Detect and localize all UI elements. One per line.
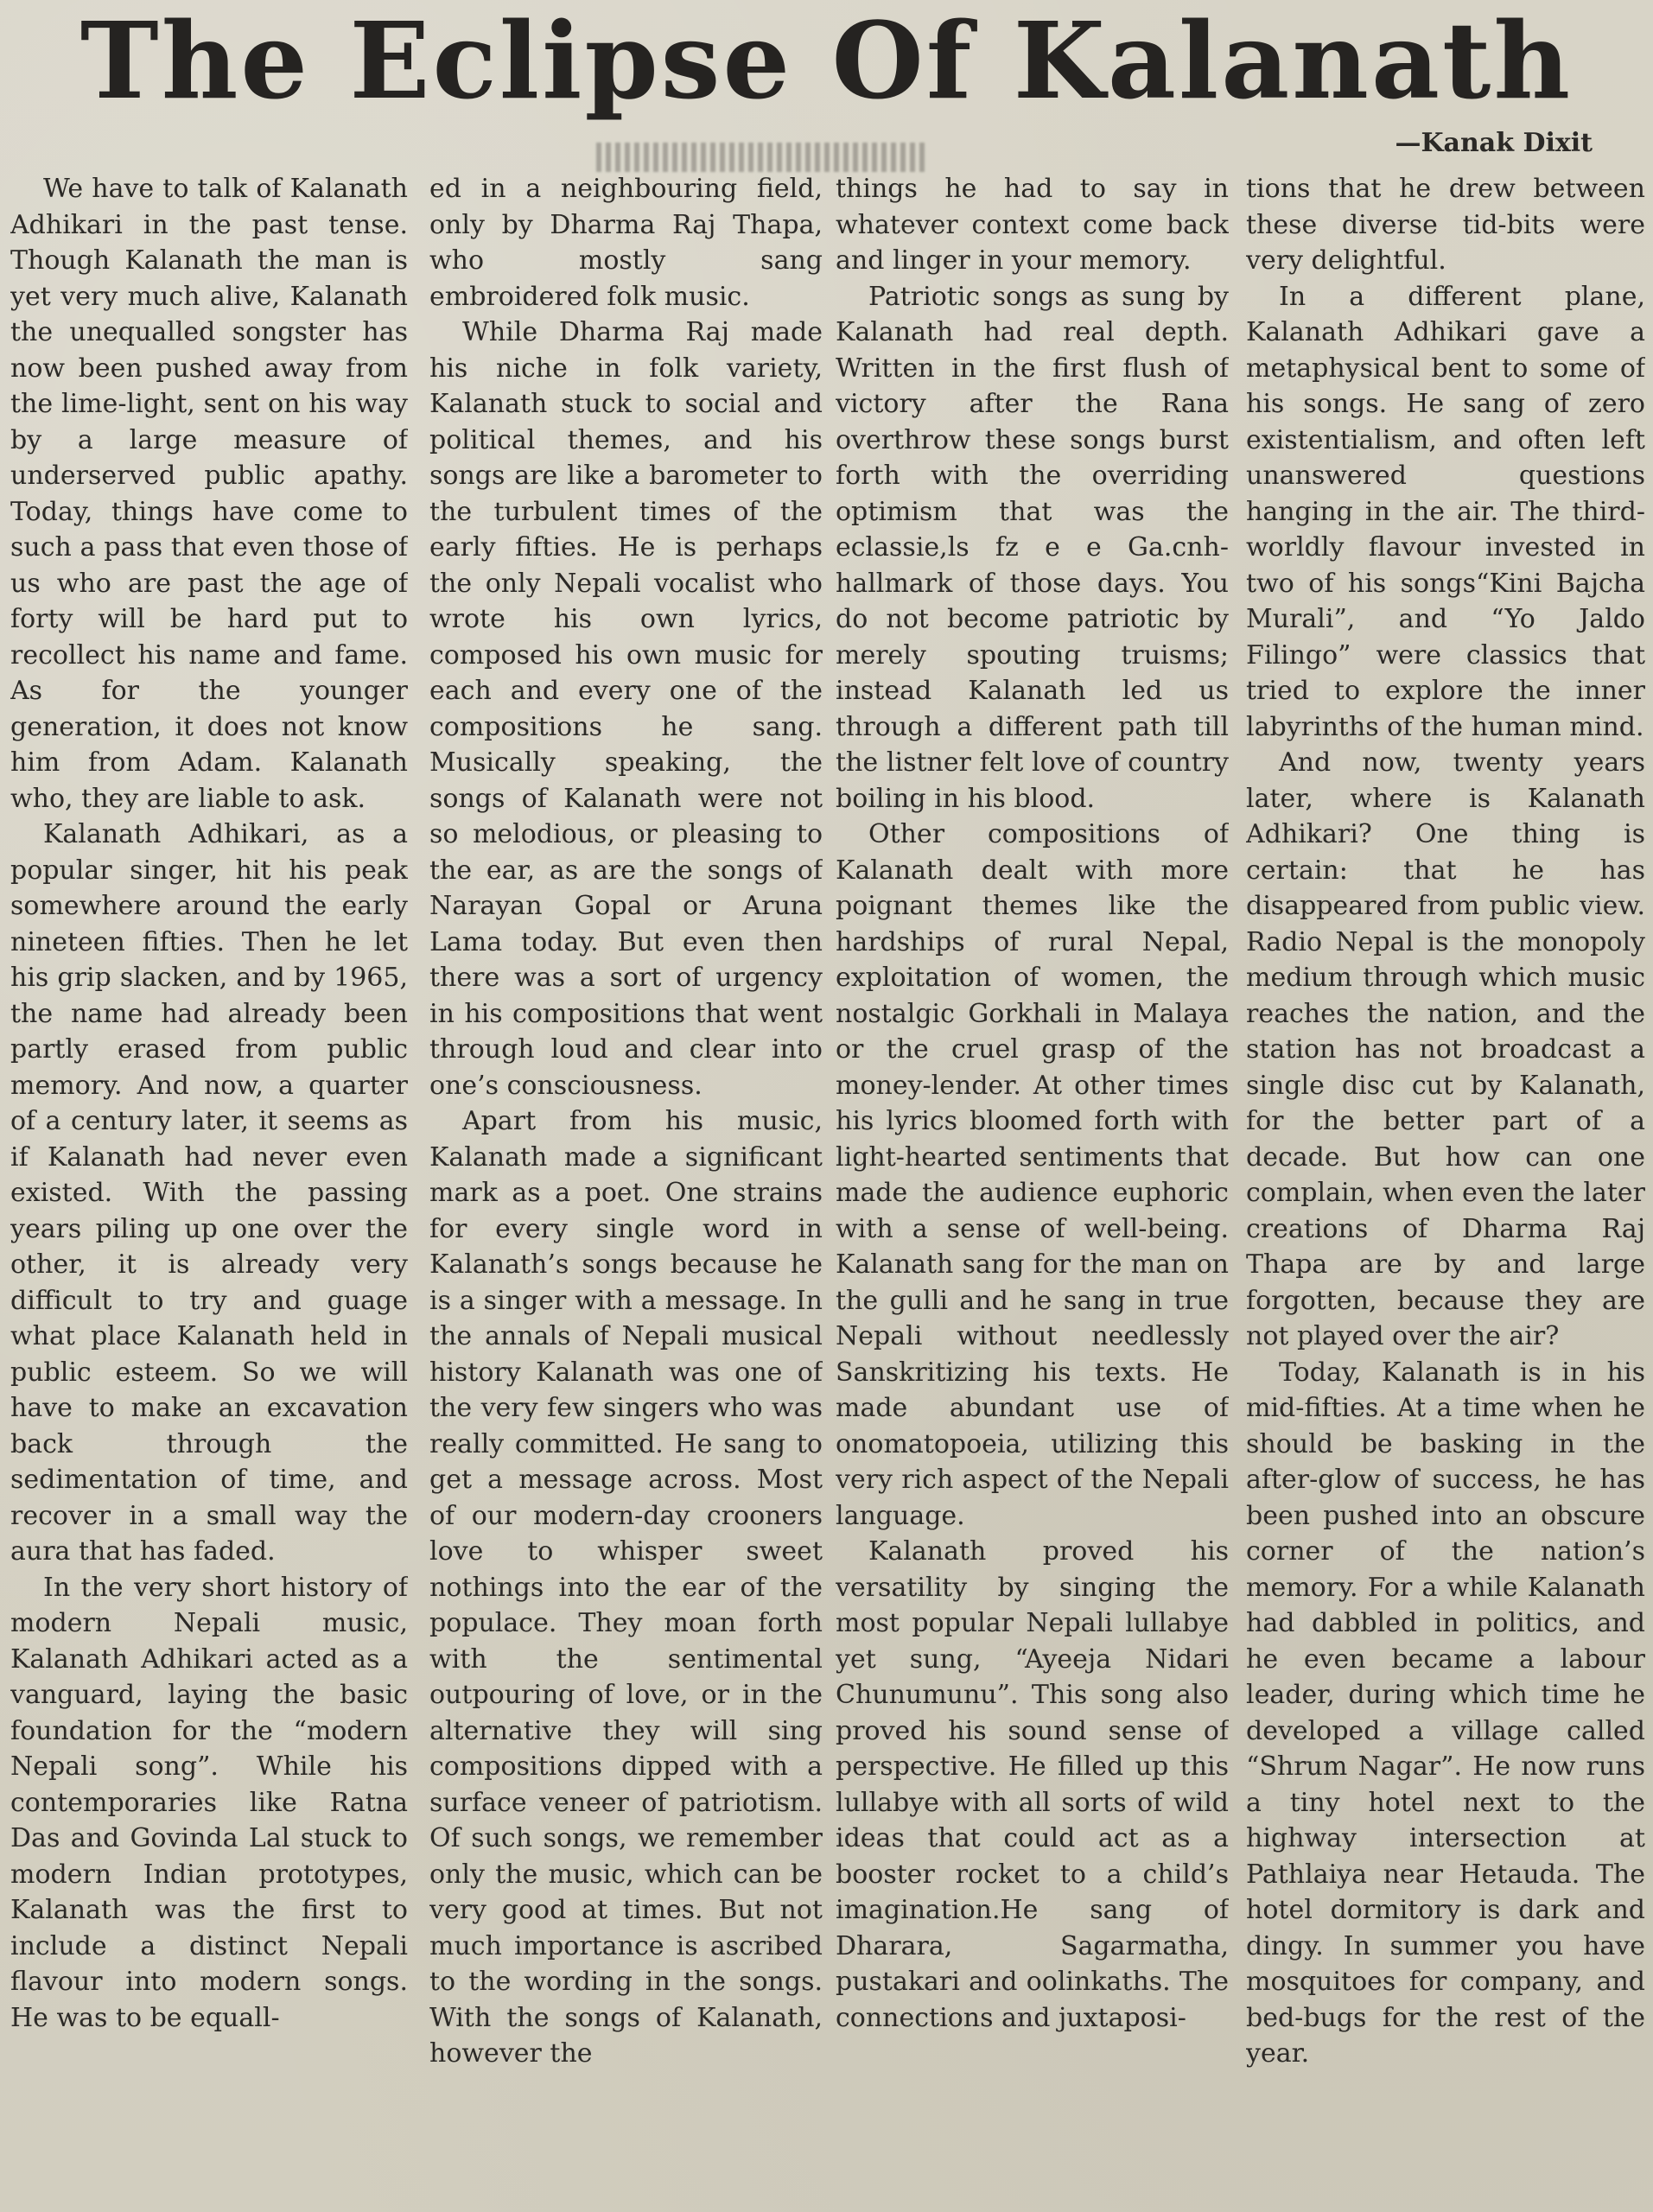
paragraph: In a different plane, Kalanath Adhikari gave a metaphysical bent to some of his songs. He sang of zero existentialism, and often left unanswered questions hanging in the air. The third-worldly flavour invested in two of his songs“Kini Bajcha Murali”, and “Yo Jaldo Filingo” were classics that tried to explore the inner labyrinths of the human mind. [1246,281,1645,742]
article-body [10,171,1645,2193]
headline: The Eclipse Of Kalanath [79,0,1574,123]
column-3 [836,171,1229,2193]
column-1 [10,171,408,2193]
paragraph: Other compositions of Kalanath dealt with more poignant themes like the hardships of rural Nepal, exploitation of women, the nostalgic Gorkhali in Malaya or the cruel grasp of the money-lender. At other times his lyrics bloomed forth with light-hearted sentiments that made the audience euphoric with a sense of well-being. Kalanath sang for the man on the gulli and he sang in true Nepali without needlessly Sanskritizing his texts. He made abundant use of onomatopoeia, utilizing this very rich aspect of the Nepali language. [836,819,1229,1531]
paragraph: tions that he drew between these diverse tid-bits were very delightful. [1246,174,1645,276]
column-4 [1246,171,1645,2193]
byline: —Kanak Dixit [1395,128,1593,158]
paragraph: Today, Kalanath is in his mid-fifties. At a time when he should be basking in the after-glow of success, he has been pushed into an obscure corner of the nation’s memory. For a while Kalanath had dabbled in politics, and he even became a labour leader, during which time he developed a village called “Shrum Nagar”. He now runs a tiny hotel next to the highway intersection at Pathlaiya near Hetauda. The hotel dormitory is dark and dingy. In summer you have mosquitoes for company, and bed-bugs for the rest of the year. [1246,1357,1645,2069]
column-2 [429,171,823,2193]
paragraph: And now, twenty years later, where is Kalanath Adhikari? One thing is certain: that he has disappeared from public view. Radio Nepal is the monopoly medium through which music reaches the nation, and the station has not broadcast a single disc cut by Kalanath, for the better part of a decade. But how can one complain, when even the later creations of Dharma Raj Thapa are by and large forgotten, because they are not played over the air? [1246,747,1645,1351]
paragraph: We have to talk of Kalanath Adhikari in the past tense. Though Kalanath the man is yet very much alive, Kalanath the unequalled songster has now been pushed away from the lime-light, sent on his way by a large measure of underserved public apathy. Today, things have come to such a pass that even those of us who are past the age of forty will be hard put to recollect his name and fame. As for the younger generation, it does not know him from Adam. Kalanath who, they are liable to ask. [10,174,408,814]
paragraph: things he had to say in whatever context come back and linger in your memory. [836,174,1229,276]
paragraph: Apart from his music, Kalanath made a significant mark as a poet. One strains for every single word in Kalanath’s songs because he is a singer with a message. In the annals of Nepali musical history Kalanath was one of the very few singers who was really committed. He sang to get a message across. Most of our modern-day crooners love to whisper sweet nothings into the ear of the populace. They moan forth with the sentimental outpouring of love, or in the alternative they will sing compositions dipped with a surface veneer of patriotism. Of such songs, we remember only the music, which can be very good at times. But not much importance is ascribed to the wording in the songs. With the songs of Kalanath, however the [429,1106,823,2069]
paragraph: Kalanath proved his versatility by singing the most popular Nepali lullabye yet sung, “Ayeeja Nidari Chunumunu”. This song also proved his sound sense of perspective. He filled up this lullabye with all sorts of wild ideas that could act as a booster rocket to a child’s imagination.He sang of Dharara, Sagarmatha, pustakari and oolinkaths. The connections and juxtaposi- [836,1536,1229,2033]
ink-smudge [596,143,925,172]
paragraph: While Dharma Raj made his niche in folk variety, Kalanath stuck to social and political themes, and his songs are like a barometer to the turbulent times of the early fifties. He is perhaps the only Nepali vocalist who wrote his own lyrics, composed his own music for each and every one of the compositions he sang. Musically speaking, the songs of Kalanath were not so melodious, or pleasing to the ear, as are the songs of Narayan Gopal or Aruna Lama today. But even then there was a sort of urgency in his compositions that went through loud and clear into one’s consciousness. [429,317,823,1101]
paragraph: Patriotic songs as sung by Kalanath had real depth. Written in the first flush of victory after the Rana overthrow these songs burst forth with the overriding optimism that was the eclassie,ls fz e e Ga.cnh-hallmark of those days. You do not become patriotic by merely spouting truisms; instead Kalanath led us through a different path till the listner felt love of country boiling in his blood. [836,281,1229,814]
paragraph: Kalanath Adhikari, as a popular singer, hit his peak somewhere around the early nineteen fifties. Then he let his grip slacken, and by 1965, the name had already been partly erased from public memory. And now, a quarter of a century later, it seems as if Kalanath had never even existed. With the passing years piling up one over the other, it is already very difficult to try and guage what place Kalanath held in public esteem. So we will have to make an excavation back through the sedimentation of time, and recover in a small way the aura that has faded. [10,819,408,1567]
paragraph: ed in a neighbouring field, only by Dharma Raj Thapa, who mostly sang embroidered folk music. [429,174,823,312]
paragraph: In the very short history of modern Nepali music, Kalanath Adhikari acted as a vanguard, laying the basic foundation for the “modern Nepali song”. While his contemporaries like Ratna Das and Govinda Lal stuck to modern Indian prototypes, Kalanath was the first to include a distinct Nepali flavour into modern songs. He was to be equall- [10,1572,408,2033]
